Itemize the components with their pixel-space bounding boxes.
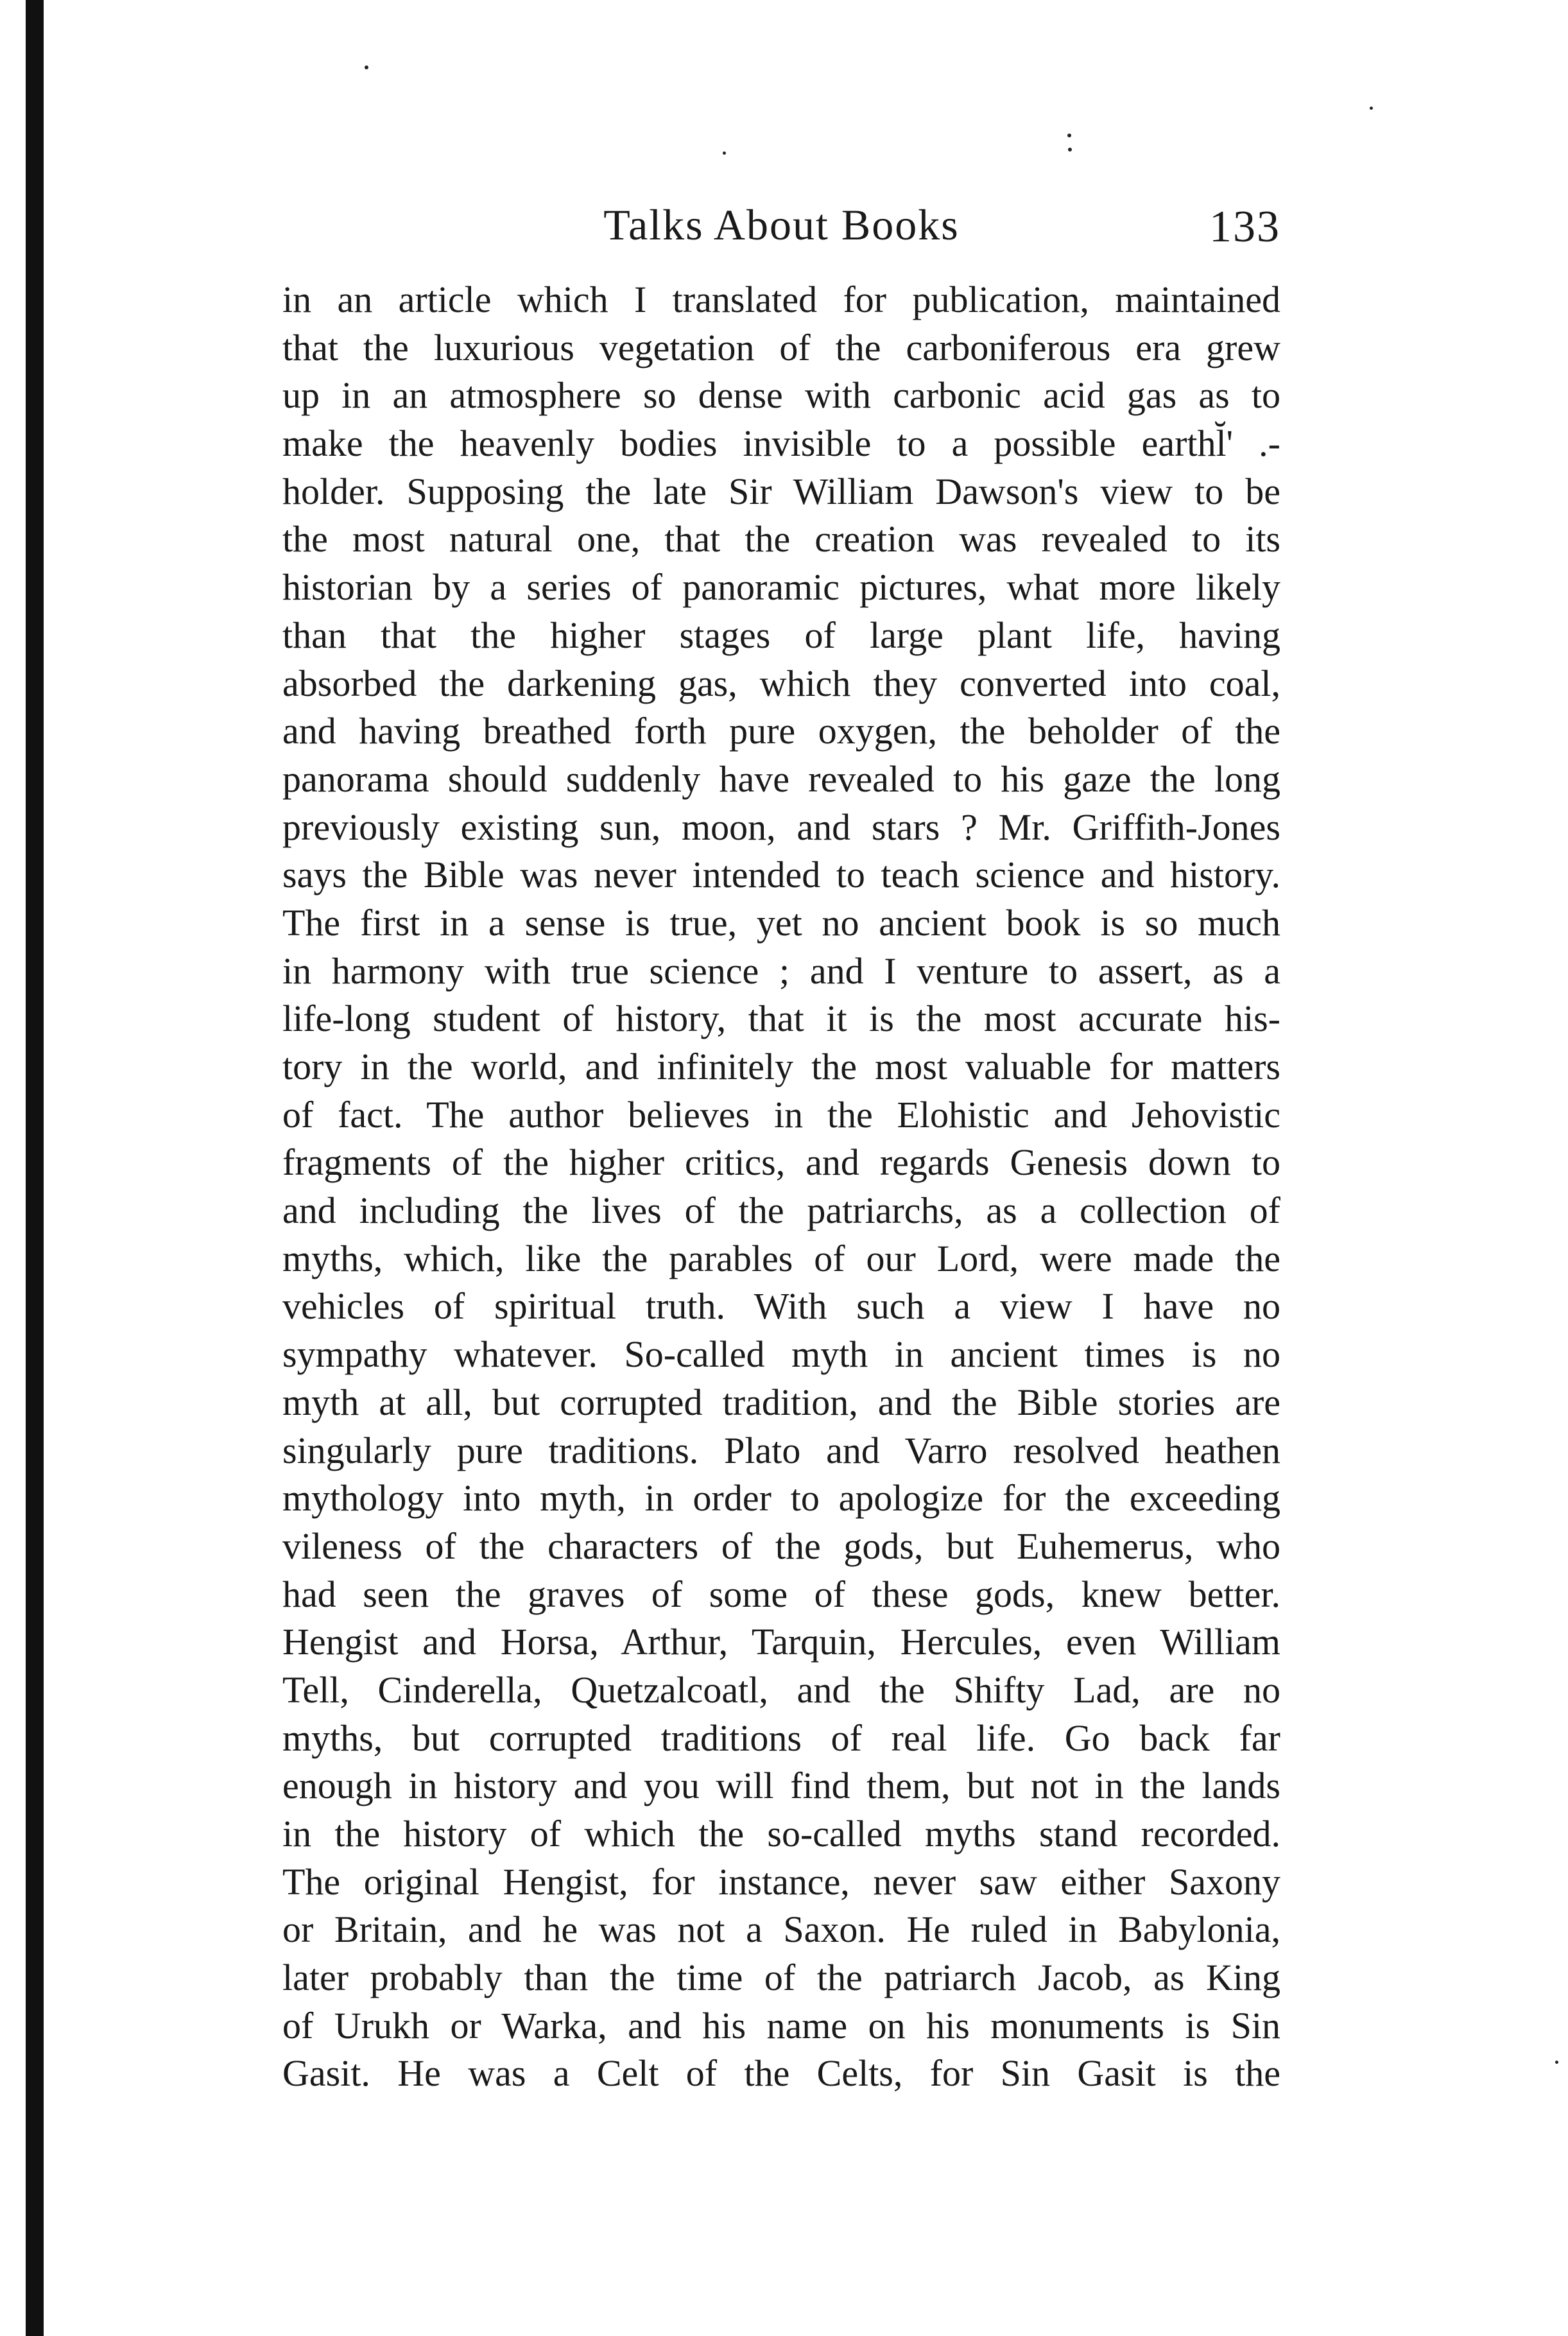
text-line: up in an atmosphere so dense with carbonic acid gas as to [282,374,1280,417]
text-line: singularly pure traditions. Plato and Varro resolved heathen [282,1429,1280,1471]
text-line: myth at all, but corrupted tradition, and the Bible stories are [282,1381,1280,1423]
page-number: 133 [1209,202,1280,252]
text-line: in an article which I translated for publication, maintained [282,279,1280,320]
text-line: holder. Supposing the late Sir William Dawson's view to be [282,470,1280,512]
scan-speck [1067,134,1071,137]
text-line: absorbed the darkening gas, which they converted into coal, [282,662,1280,704]
text-line: than that the higher stages of large plant life, having [282,614,1280,656]
text-line: in the history of which the so-called myths stand recorded. [282,1813,1280,1855]
text-line: had seen the graves of some of these gods, knew better. [282,1573,1280,1615]
text-line: says the Bible was never intended to teach science and history. [282,854,1280,896]
text-line: Hengist and Horsa, Arthur, Tarquin, Hercules, even William [282,1621,1280,1663]
text-line: panorama should suddenly have revealed to his gaze the long [282,757,1280,800]
text-line: tory in the world, and infinitely the most valuable for matters [282,1046,1280,1087]
text-line: previously existing sun, moon, and stars ? Mr. Griffith-Jones [282,806,1280,848]
text-line: enough in history and you will find them, but not in the lands [282,1765,1280,1807]
scan-speck [723,151,726,155]
running-head [282,193,1280,263]
text-line: of Urukh or Warka, and his name on his monuments is Sin [282,2004,1280,2046]
text-line: The original Hengist, for instance, never saw either Saxony [282,1860,1280,1903]
text-line: mythology into myth, in order to apologize for the exceeding [282,1477,1280,1519]
binding-edge [26,0,44,2336]
text-line: vehicles of spiritual truth. With such a view I have no [282,1285,1280,1328]
text-line: of fact. The author believes in the Elohistic and Jehovistic [282,1093,1280,1136]
scan-speck [365,65,368,69]
text-line: myths, but corrupted traditions of real life. Go back far [282,1717,1280,1759]
text-line: and including the lives of the patriarchs, as a collection of [282,1190,1280,1232]
text-line: in harmony with true science ; and I venture to assert, as a [282,949,1280,992]
text-line: The first in a sense is true, yet no ancient book is so much [282,901,1280,944]
text-line: life-long student of history, that it is the most accurate his- [282,998,1280,1040]
text-line: myths, which, like the parables of our Lord, were made the [282,1237,1280,1279]
text-line: that the luxurious vegetation of the carboniferous era grew [282,326,1280,368]
text-line: or Britain, and he was not a Saxon. He ruled in Babylonia, [282,1908,1280,1951]
text-line: make the heavenly bodies invisible to a possible earthl̆' .- [282,422,1280,465]
text-line: fragments of the higher critics, and regards Genesis down to [282,1141,1280,1184]
text-line: and having breathed forth pure oxygen, the beholder of the [282,710,1280,752]
text-line: sympathy whatever. So-called myth in ancient times is no [282,1333,1280,1376]
running-title: Talks About Books [603,200,960,249]
scan-speck [1555,2061,1558,2064]
text-line: later probably than the time of the patriarch Jacob, as King [282,1957,1280,1999]
scan-speck [1068,148,1072,151]
text-line: Gasit. He was a Celt of the Celts, for Sin Gasit is the [282,2052,1280,2095]
text-line: Tell, Cinderella, Quetzalcoatl, and the Shifty Lad, are no [282,1668,1280,1711]
text-line: historian by a series of panoramic pictures, what more likely [282,566,1280,609]
scan-speck [1370,107,1373,110]
body-text [282,276,1280,2098]
text-line: the most natural one, that the creation was revealed to its [282,518,1280,560]
text-line: vileness of the characters of the gods, but Euhemerus, who [282,1525,1280,1567]
